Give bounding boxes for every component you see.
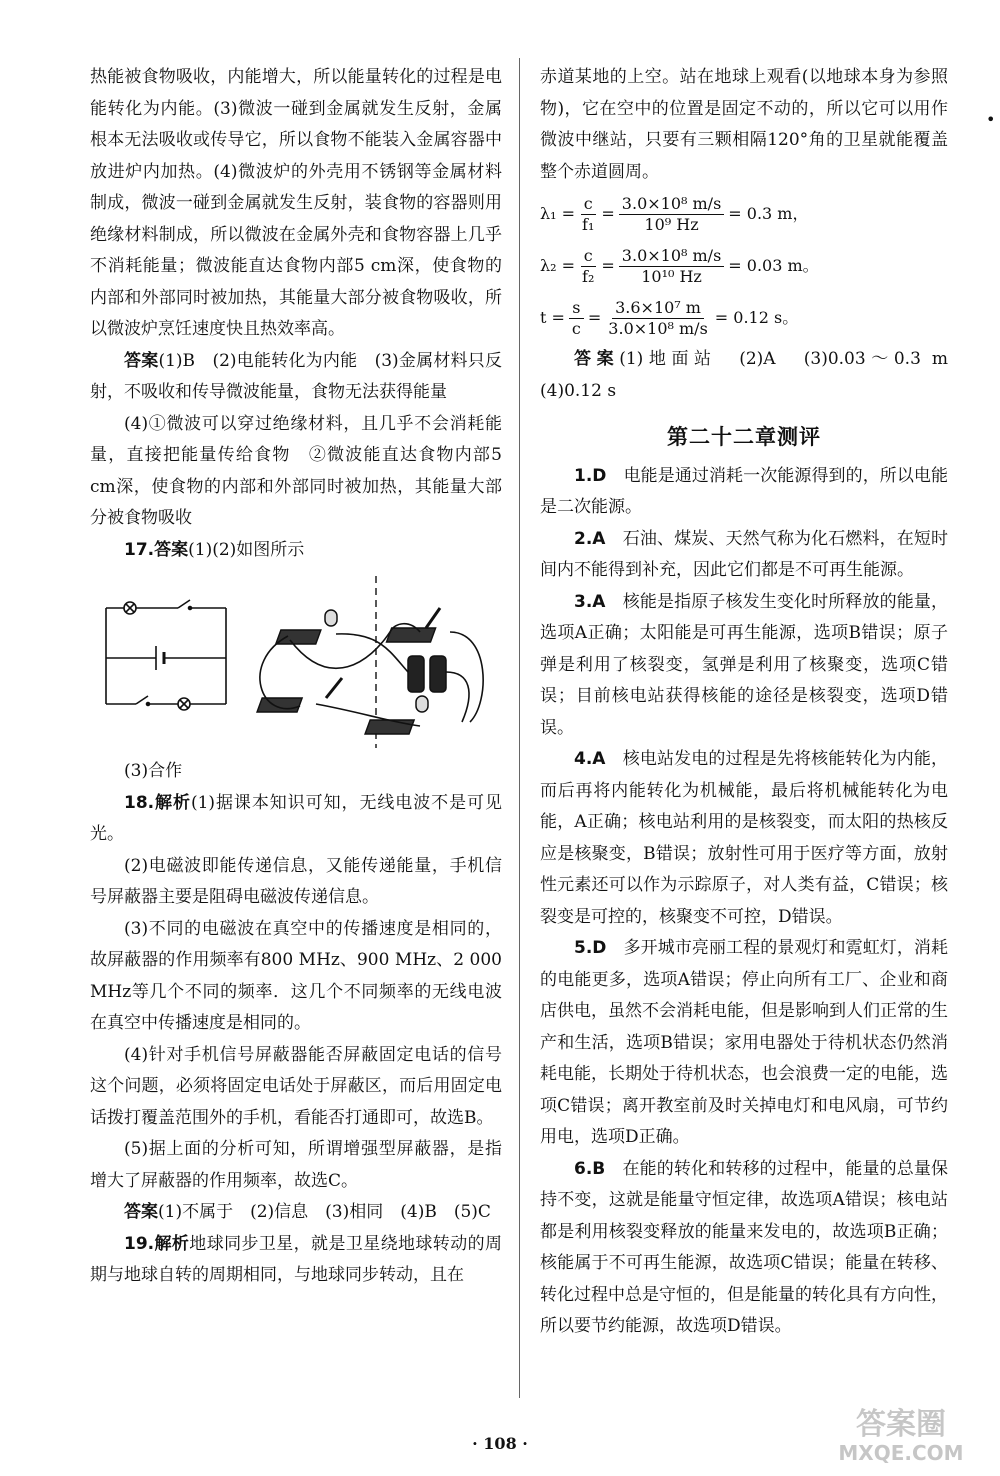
formula-lambda2: λ₂ = $\frac{c}{\text{f₂}}$ = $\frac{\text{3.0×10⁸ m/s}}{\text{10¹⁰ Hz}}$ = 0.03 m。 bbox=[540, 245, 819, 286]
chapter-title: 第二十二章测评 bbox=[667, 424, 821, 449]
q16-explanation-cont: 热能被食物吸收，内能增大，所以能量转化的过程是电能转化为内能。(3)微波一碰到金属就发生反射，金属根本无法吸收或传导它，所以食物不能装入金属容器中放进炉内加热。(4)微波炉的外壳用不锈钢等金属材料制成，微波一碰到金属就发生反射，装食物的容器则用绝缘材料制成，所以微波在金属外壳和食物容器上几乎不消耗能量；微波能直达食物内部5 cm深，使食物的内部和外部同时被加热，其能量大部分被食物吸收，所以微波炉烹饪速度快且热效率高。 bbox=[90, 67, 502, 339]
column-divider bbox=[519, 58, 520, 1398]
svg-text:MXQE.COM: MXQE.COM bbox=[838, 1441, 964, 1465]
formula-time: t = $\frac{s}{c}$ = $\frac{\text{3.6×10⁷ m}}{\text{3.0×10⁸ m/s}}$ = 0.12 s。 bbox=[540, 297, 799, 338]
q18-part5: (5)据上面的分析可知，所谓增强型屏蔽器，是指增大了屏蔽器的作用频率，故选C。 bbox=[90, 1139, 502, 1191]
page-number: · 108 · bbox=[472, 1434, 528, 1453]
q16-answer: 答案(1)B (2)电能转化为内能 (3)金属材料只反射，不吸收和传导微波能量，食物无法获得能量 bbox=[90, 350, 503, 402]
q18-explanation: 18.解析(1)据课本知识可知，无线电波不是可见光。 bbox=[90, 792, 502, 844]
q18-part3: (3)不同的电磁波在真空中的传播速度是相同的，故屏蔽器的作用频率有800 MHz、900 MHz、2 000 MHz等几个不同的频率．这几个不同频率的无线电波在真空中传播速度是相同的。 bbox=[90, 918, 502, 1033]
left-column bbox=[90, 62, 502, 1292]
right-column bbox=[540, 62, 966, 1343]
q5-answer: 5.D 多开城市亮丽工程的景观灯和霓虹灯，消耗的电能更多，选项A错误；停止向所有工厂、企业和商店供电，虽然不会消耗电能，但是影响到人们正常的生产和生活，选项B错误；家用电器处于待机状态仍然消耗电能，长期处于待机状态，也会浪费一定的电能，选项C错误；离开教室前及时关掉电灯和电风扇，可节约用电，选项D正确。 bbox=[540, 938, 949, 1147]
q19-answer: 答案(1)地面站 (2)A (3)0.03～0.3 m (4)0.12 s bbox=[540, 349, 966, 401]
watermark-logo bbox=[826, 1400, 976, 1466]
q17-part3: (3)合作 bbox=[124, 761, 183, 781]
q18-part2: (2)电磁波即能传递信息，又能传递能量，手机信号屏蔽器主要是阻碍电磁波传递信息。 bbox=[90, 855, 502, 907]
q4-answer: 4.A 核电站发电的过程是先将核能转化为内能，而后再将内能转化为机械能，最后将机械能转化为电能，A正确；核电站利用的是核裂变，而太阳的热核反应是核聚变，B错误；放射性可用于医疗等方面，放射性元素还可以作为示踪原子，对人类有益，C错误；核裂变是可控的，核聚变不可控，D错误。 bbox=[540, 749, 949, 927]
edge-mark: • bbox=[986, 110, 996, 129]
circuit-figure bbox=[90, 572, 502, 752]
formula-lambda1: λ₁ = $\frac{c}{\text{f₁}}$ = $\frac{\text{3.0×10⁸ m/s}}{\text{10⁹ Hz}}$ = 0.3 m， bbox=[540, 193, 809, 234]
q17-answer: 17.答案(1)(2)如图所示 bbox=[124, 539, 305, 560]
circuit-diagram bbox=[90, 572, 502, 752]
q2-answer: 2.A 石油、煤炭、天然气称为化石燃料，在短时间内不能得到补充，因此它们都是不可再生能源。 bbox=[540, 528, 949, 580]
q6-answer: 6.B 在能的转化和转移的过程中，能量的总量保持不变，这就是能量守恒定律，故选项A错误；核电站都是利用核裂变释放的能量来发电的，故选项B正确；核能属于不可再生能源，故选项C错误；能量在转移、转化过程中总是守恒的，但是能量的转化具有方向性，所以要节约能源，故选项D错误。 bbox=[540, 1158, 949, 1336]
q1-answer: 1.D 电能是通过消耗一次能源得到的，所以电能是二次能源。 bbox=[540, 465, 949, 517]
q16-answer-cont: (4)①微波可以穿过绝缘材料，且几乎不会消耗能量，直接把能量传给食物 ②微波能直达食物内部5 cm深，使食物的内部和外部同时被加热，其能量大部分被食物吸收 bbox=[90, 413, 502, 528]
svg-text:答案圈: 答案圈 bbox=[856, 1407, 946, 1442]
q18-answer: 答案(1)不属于 (2)信息 (3)相同 (4)B (5)C bbox=[124, 1202, 491, 1222]
q18-part4: (4)针对手机信号屏蔽器能否屏蔽固定电话的信号这个问题，必须将固定电话处于屏蔽区，而后用固定电话拨打覆盖范围外的手机，看能否打通即可，故选B。 bbox=[90, 1044, 502, 1128]
q19-explanation: 19.解析地球同步卫星，就是卫星绕地球转动的周期与地球自转的周期相同，与地球同步转动，且在 bbox=[90, 1233, 502, 1285]
q3-answer: 3.A 核能是指原子核发生变化时所释放的能量，选项A正确；太阳能是可再生能源，选项B错误；原子弹是利用了核裂变，氢弹是利用了核聚变，选项C错误；目前核电站获得核能的途径是核裂变，选项D错误。 bbox=[540, 591, 949, 738]
q19-explanation-cont: 赤道某地的上空。站在地球上观看(以地球本身为参照物)，它在空中的位置是固定不动的，所以它可以用作微波中继站，只要有三颗相隔120°角的卫星就能覆盖整个赤道圆周。 bbox=[540, 67, 948, 182]
